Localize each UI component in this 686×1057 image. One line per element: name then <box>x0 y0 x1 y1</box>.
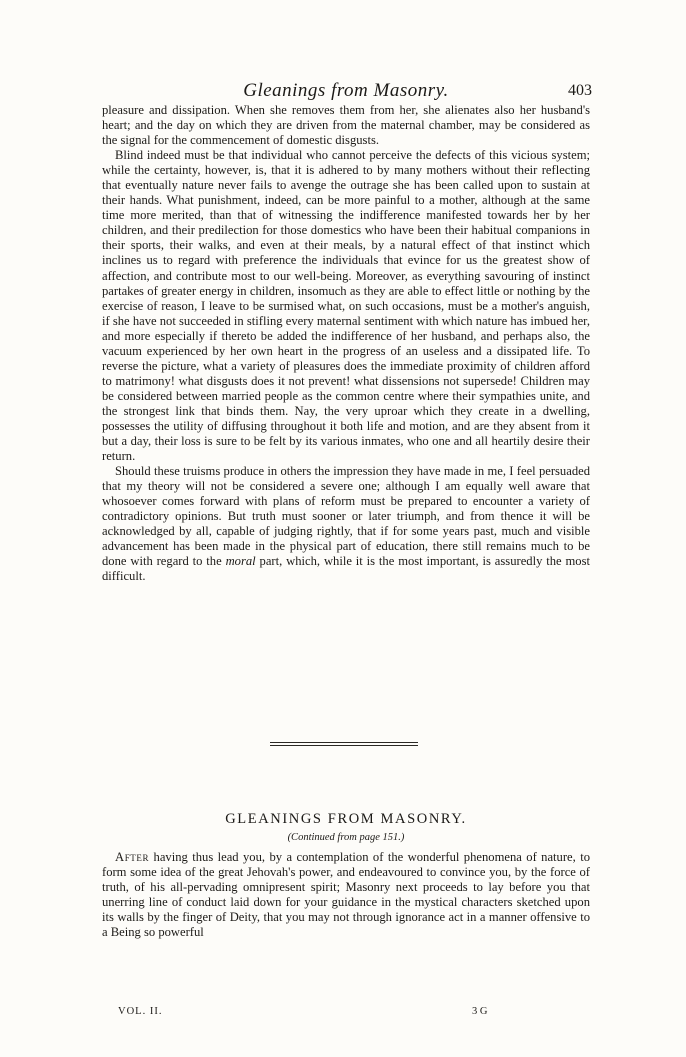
signature-mark: 3 G <box>472 1006 488 1017</box>
paragraph: Blind indeed must be that individual who cannot perceive the defects of this vicious system; while the certainty, however, is, that it is adhered to by many mothers without their reflecting that eventually nature never fails to avenge the outrage she has been called upon to sustain at their hands. What punishment, indeed, can be more painful to a mother, although at the same time more merited, than that of witnessing the indifference manifested towards her by her children, and their predilection for those domestics who have been their habitual companions in their sports, their walks, and even at their meals, by a natural effect of that instinct which inclines us to regard with preference the individuals that evince for us the greatest show of affection, and contribute most to our well-being. Moreover, as everything savouring of instinct partakes of greater energy in children, insomuch as they are able to effect little or nothing by the exercise of reason, I leave to be surmised what, on such occasions, must be a mother's anguish, if she have not succeeded in stifling every maternal sentiment with which nature has imbued her, and more especially if thereto be added the indifference of her husband, and perhaps also, the vacuum experienced by her own heart in the progress of an useless and a dissipated life. To reverse the picture, what a variety of pleasures does the immediate proximity of children afford to matrimony! what disgusts does it not prevent! what dissensions not supersede! Children may be considered between married people as the common centre where their sympathies unite, and the strongest link that binds them. Nay, the very uproar which they create in a dwelling, possesses the utility of diffusing throughout it both life and motion, and are they absent from it but a day, their loss is sure to be felt by its various inmates, who one and all heartily desire their return. <box>102 148 590 464</box>
volume-label: VOL. II. <box>118 1006 163 1017</box>
article-conclusion <box>102 103 590 585</box>
paragraph-text: Should these truisms produce in others the impression they have made in me, I feel persuaded that my theory will not be considered a severe one; although I am equally well aware that whosoever comes forward with plans of reform must be prepared to encounter a variety of contradictory opinions. But truth must sooner or later triumph, and from thence it will be acknowledged by all, capable of judging rightly, that if for some years past, much and visible advancement has been made in the physical part of education, there still remains much to be done with regard to the <box>102 464 590 569</box>
running-title: Gleanings from Masonry. <box>243 80 449 101</box>
opening-word: After <box>115 850 150 864</box>
section-divider <box>270 745 418 746</box>
page-footer <box>102 1006 590 1022</box>
continued-note: (Continued from page 151.) <box>287 832 405 843</box>
emphasis-word: moral <box>225 554 256 569</box>
page-number: 403 <box>568 82 592 99</box>
paragraph-text: part, which, while it is the most important, is assuredly the most difficult. <box>102 554 590 584</box>
paragraph <box>102 464 590 584</box>
article-opening <box>102 850 590 940</box>
section-title: GLEANINGS FROM MASONRY. <box>225 811 467 827</box>
section-divider <box>270 742 418 743</box>
paragraph-text: having thus lead you, by a contemplation of the wonderful phenomena of nature, to form some idea of the great Jehovah's power, and endeavoured to convince you, by the force of truth, of his all-pervading omnipresent spirit; Masonry next proceeds to lay before you that unerring line of conduct laid down for your guidance in the mystical characters sketched upon its walls by the finger of Deity, that you may not through ignorance act in a manner offensive to a Being so powerful <box>102 850 590 940</box>
paragraph <box>102 850 590 940</box>
paragraph: pleasure and dissipation. When she removes them from her, she alienates also her husband's heart; and the day on which they are driven from the maternal chamber, may be considered as the signal for the commencement of domestic disgusts. <box>102 103 590 148</box>
